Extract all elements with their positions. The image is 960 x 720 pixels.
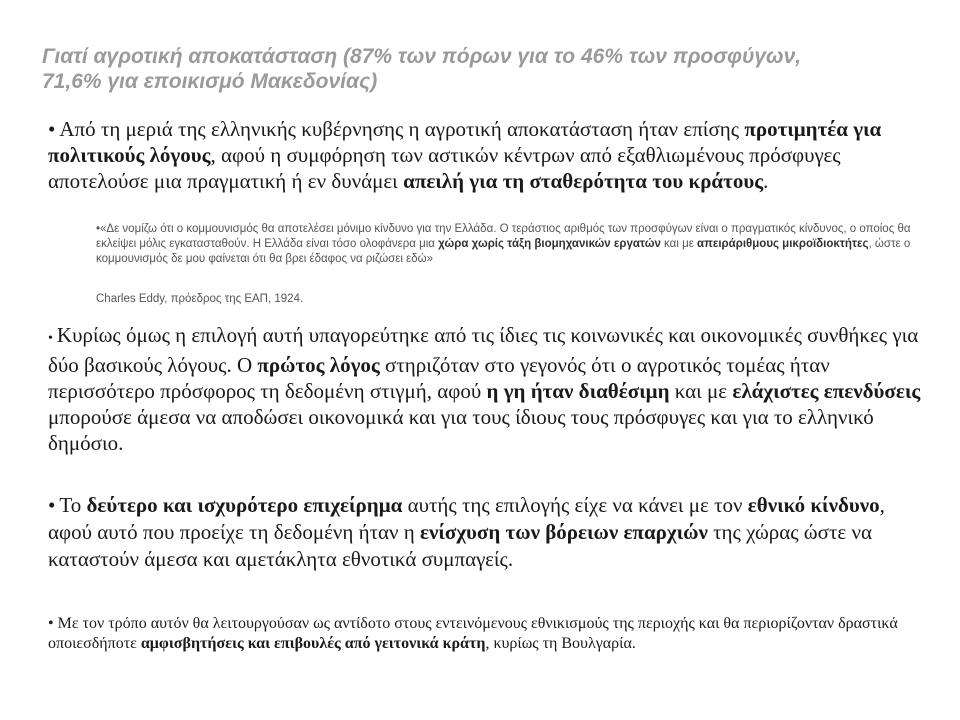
text-segment: , ώστε ο κομμουνισμός δε μου φαίνεται ότι θα βρει έδαφος να ριζώσει εδώ»	[96, 238, 911, 265]
text-segment: και με	[660, 238, 698, 250]
bold-segment: απειλή για τη σταθερότητα του κράτους	[403, 169, 764, 193]
paragraph-political-reasons	[48, 116, 928, 194]
title-line-2: 71,6% για εποικισμό Μακεδονίας)	[42, 70, 378, 93]
bold-segment: δεύτερο και ισχυρότερο επιχείρημα	[86, 493, 403, 517]
bold-segment: ελάχιστες επενδύσεις	[732, 379, 921, 403]
paragraph-national-danger	[48, 492, 928, 573]
bullet-icon: •	[48, 493, 56, 517]
text-segment: Από τη μεριά της ελληνικής κυβέρνησης η αγροτική αποκατάσταση ήταν επίσης	[59, 117, 745, 141]
text-segment: μπορούσε άμεσα να αποδώσει οικονομικά και για τους ίδιους τους πρόσφυγες και για το ελληνικό δημόσιο.	[48, 405, 874, 455]
text-segment: Το	[59, 493, 87, 517]
bold-segment: προτιμητέα για πολιτικούς λόγους	[48, 117, 882, 167]
bold-segment: πρώτος λόγος	[257, 353, 380, 377]
bullet-icon: •	[48, 117, 56, 141]
text-segment: , αφού η συμφόρηση των αστικών κέντρων από εξαθλιωμένους πρόσφυγες αποτελούσε μια πραγματική ή εν δυνάμει	[48, 143, 841, 193]
bold-segment: αμφισβητήσεις και επιβουλές από γειτονικά κράτη	[140, 635, 486, 652]
text-segment: και με	[669, 379, 733, 403]
bold-segment: ενίσχυση των βόρειων επαρχιών	[420, 520, 708, 544]
quote-attribution: Charles Eddy, πρόεδρος της ΕΑΠ, 1924.	[96, 293, 304, 305]
title-line-1: Γιατί αγροτική αποκατάσταση (87% των πόρων για το 46% των προσφύγων,	[42, 45, 802, 68]
eddy-quote	[96, 222, 916, 267]
text-segment: της χώρας ώστε να καταστούν άμεσα και αμετάκλητα εθνοτικά συμπαγείς.	[48, 520, 872, 571]
bold-segment: απειράριθμους μικροϊδιοκτήτες	[697, 238, 869, 250]
bold-segment: χώρα χωρίς τάξη βιομηχανικών εργατών	[438, 238, 661, 250]
bold-segment: η γη ήταν διαθέσιμη	[486, 379, 670, 403]
text-segment: Με τον τρόπο αυτόν θα λειτουργούσαν ως αντίδοτο στους εντεινόμενους εθνικισμούς της περιοχής και θα περιορίζονταν δραστικά οποιεσδήποτε	[48, 615, 898, 652]
text-segment: .	[763, 169, 769, 193]
text-segment: , αφού αυτό που προείχε τη δεδομένη ήταν η	[48, 493, 885, 544]
text-segment: , κυρίως τη Βουλγαρία.	[485, 635, 636, 652]
slide-title	[42, 44, 942, 94]
bullet-icon: •	[96, 223, 101, 235]
paragraph-economic-reasons	[48, 322, 928, 456]
bullet-icon: •	[48, 615, 54, 632]
bold-segment: εθνικό κίνδυνο	[747, 493, 880, 517]
text-segment: αυτής της επιλογής είχε να κάνει με τον	[402, 493, 748, 517]
text-segment: Κυρίως όμως η επιλογή αυτή υπαγορεύτηκε από τις ίδιες τις κοινωνικές και οικονομικές συνθήκες για δύο βασικούς λόγους. Ο	[48, 323, 919, 377]
bullet-icon: •	[48, 331, 53, 346]
text-segment: στηριζόταν στο γεγονός ότι ο αγροτικός τομέας ήταν περισσότερο πρόσφορος τη δεδομένη στιγμή, αφού	[48, 353, 830, 403]
text-segment: «Δε νομίζω ότι ο κομμουνισμός θα αποτελέσει μόνιμο κίνδυνο για την Ελλάδα. Ο τεράστιος αριθμός των προσφύγων είναι ο πραγματικός κίνδυνος, ο οποίος θα εκλείψει μόλις εγκατασταθούν. Η Ελλάδα είναι τόσο ολοφάνερα μια	[96, 223, 911, 250]
paragraph-antidote	[48, 614, 928, 654]
